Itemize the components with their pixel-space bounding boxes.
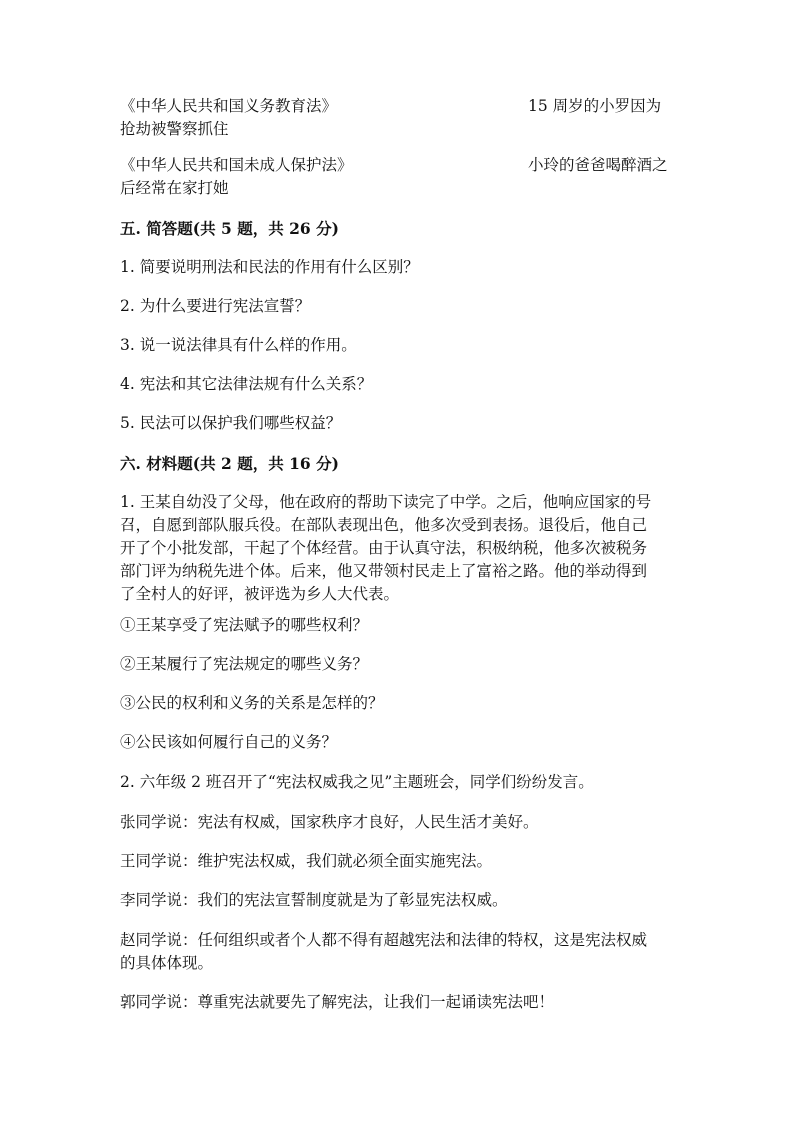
sub-question: ②王某履行了宪法规定的哪些义务？	[120, 655, 369, 673]
material-line: 部门评为纳税先进个体。后来，他又带领村民走上了富裕之路。他的举动得到	[120, 562, 648, 580]
statement-line: 赵同学说：任何组织或者个人都不得有超越宪法和法律的特权，这是宪法权威	[120, 931, 648, 949]
matching-right-text: 15 周岁的小罗因为	[528, 97, 662, 115]
statement-line: 的具体体现。	[120, 954, 214, 972]
material-line: 1. 王某自幼没了父母，他在政府的帮助下读完了中学。之后，他响应国家的号	[120, 493, 652, 511]
student-statement	[120, 929, 680, 975]
material-paragraph	[120, 491, 680, 606]
material-line: 了全村人的好评，被评选为乡人大代表。	[120, 585, 400, 603]
material-intro: 2. 六年级 2 班召开了“宪法权威我之见”主题班会，同学们纷纷发言。	[120, 773, 594, 791]
matching-item	[120, 95, 680, 141]
matching-left-text: 《中华人民共和国义务教育法》	[120, 97, 338, 115]
question-item: 2. 为什么要进行宪法宣誓？	[120, 297, 311, 315]
matching-right-text: 小玲的爸爸喝醉酒之	[528, 156, 668, 174]
material-line: 召，自愿到部队服兵役。在部队表现出色，他多次受到表扬。退役后，他自己	[120, 516, 648, 534]
material-line: 开了个小批发部，干起了个体经营。由于认真守法，积极纳税，他多次被税务	[120, 539, 648, 557]
sub-question: ③公民的权利和义务的关系是怎样的？	[120, 694, 384, 712]
student-statement: 王同学说：维护宪法权威，我们就必须全面实施宪法。	[120, 852, 493, 870]
student-statement: 李同学说：我们的宪法宣誓制度就是为了彰显宪法权威。	[120, 891, 508, 909]
question-item: 1. 简要说明刑法和民法的作用有什么区别？	[120, 258, 419, 276]
matching-item	[120, 154, 680, 200]
section-heading: 六. 材料题(共 2 题，共 16 分)	[120, 454, 339, 473]
student-statement: 郭同学说：尊重宪法就要先了解宪法，让我们一起诵读宪法吧！	[120, 993, 555, 1011]
section-heading: 五. 简答题(共 5 题，共 26 分)	[120, 219, 339, 238]
student-statement: 张同学说：宪法有权威，国家秩序才良好，人民生活才美好。	[120, 813, 539, 831]
sub-question: ④公民该如何履行自己的义务？	[120, 733, 338, 751]
sub-question: ①王某享受了宪法赋予的哪些权利？	[120, 616, 369, 634]
question-item: 4. 宪法和其它法律法规有什么关系？	[120, 375, 373, 393]
question-item: 3. 说一说法律具有什么样的作用。	[120, 336, 357, 354]
question-item: 5. 民法可以保护我们哪些权益？	[120, 414, 342, 432]
matching-continuation: 后经常在家打她	[120, 179, 229, 197]
matching-left-text: 《中华人民共和国未成人保护法》	[120, 156, 353, 174]
matching-continuation: 抢劫被警察抓住	[120, 120, 229, 138]
